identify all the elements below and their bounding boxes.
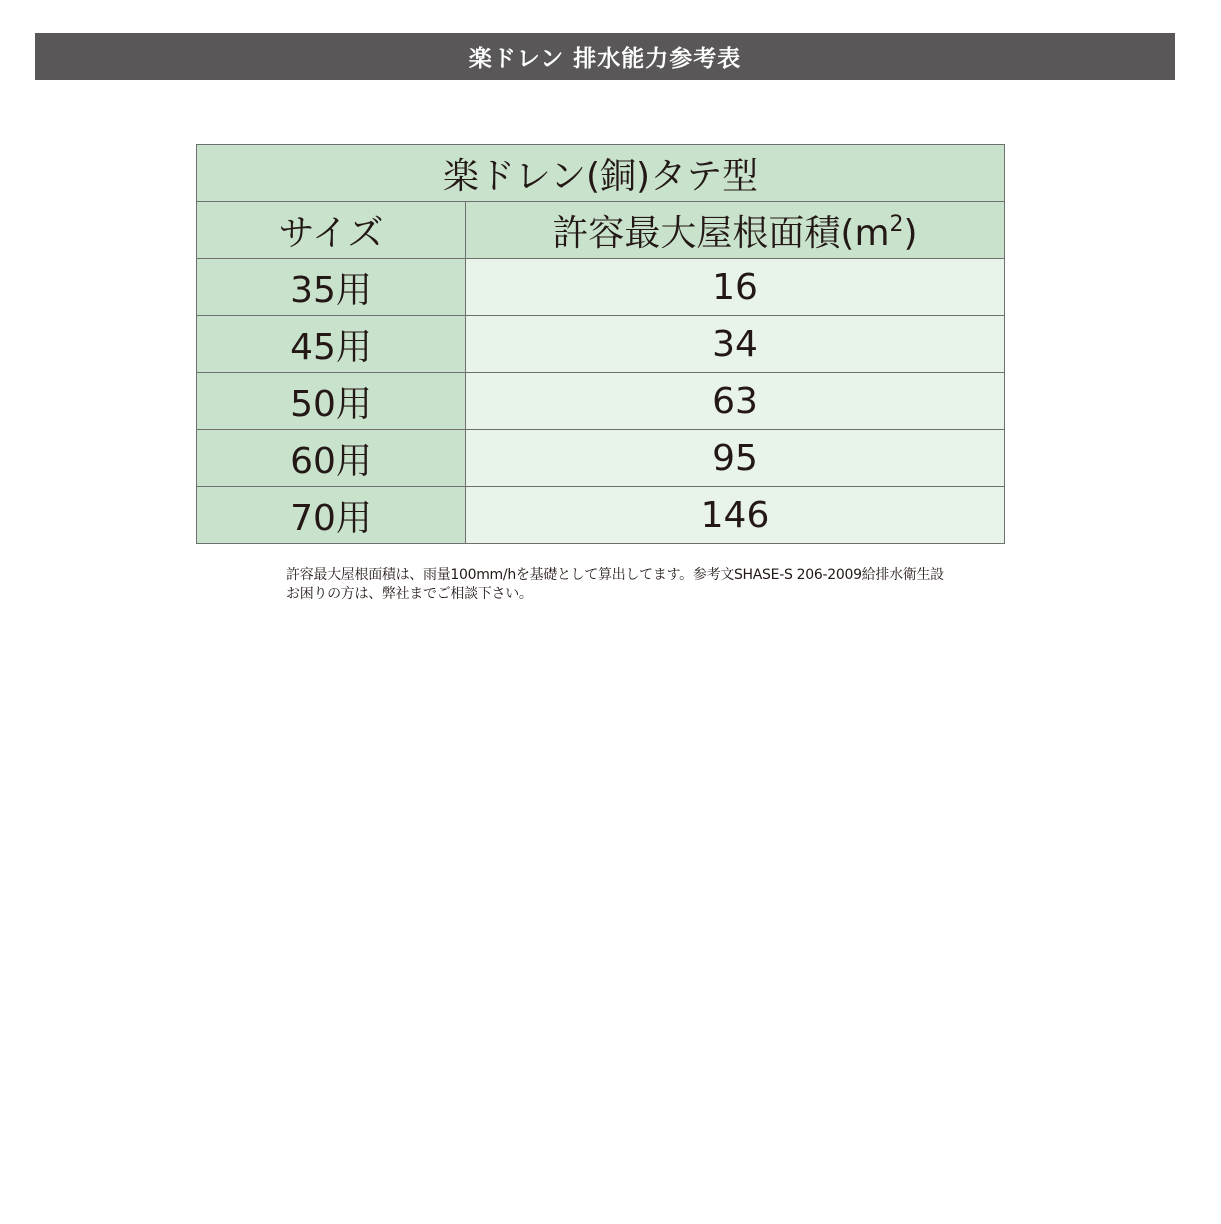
area-cell: 63 xyxy=(466,373,1005,430)
table-title: 楽ドレン(銅)タテ型 xyxy=(197,145,1005,202)
table-row xyxy=(197,316,1005,373)
column-header-size: サイズ xyxy=(197,202,466,259)
table-row xyxy=(197,487,1005,544)
table-row xyxy=(197,373,1005,430)
column-header-area-exponent: 2 xyxy=(889,211,904,237)
column-header-area-close: ) xyxy=(903,212,918,254)
size-cell: 35用 xyxy=(197,259,466,316)
column-header-area-label: 許容最大屋根面積(m xyxy=(552,212,890,254)
drain-capacity-table xyxy=(196,144,1005,544)
size-cell: 50用 xyxy=(197,373,466,430)
table-header-row xyxy=(197,202,1005,259)
area-cell: 95 xyxy=(466,430,1005,487)
table-row xyxy=(197,259,1005,316)
footnote-basis: 許容最大屋根面積は、雨量100mm/hを基礎として算出してます。参考文SHASE-S 206-2009給排水衛生設 xyxy=(286,567,944,583)
area-cell: 34 xyxy=(466,316,1005,373)
footnotes xyxy=(286,566,966,604)
area-cell: 146 xyxy=(466,487,1005,544)
page-title: 楽ドレン 排水能力参考表 xyxy=(468,46,742,72)
size-cell: 45用 xyxy=(197,316,466,373)
table-title-row xyxy=(197,145,1005,202)
header-bar xyxy=(35,33,1175,80)
column-header-area xyxy=(466,202,1005,259)
size-cell: 70用 xyxy=(197,487,466,544)
area-cell: 16 xyxy=(466,259,1005,316)
footnote-contact: お困りの方は、弊社までご相談下さい。 xyxy=(286,586,533,602)
size-cell: 60用 xyxy=(197,430,466,487)
table-row xyxy=(197,430,1005,487)
